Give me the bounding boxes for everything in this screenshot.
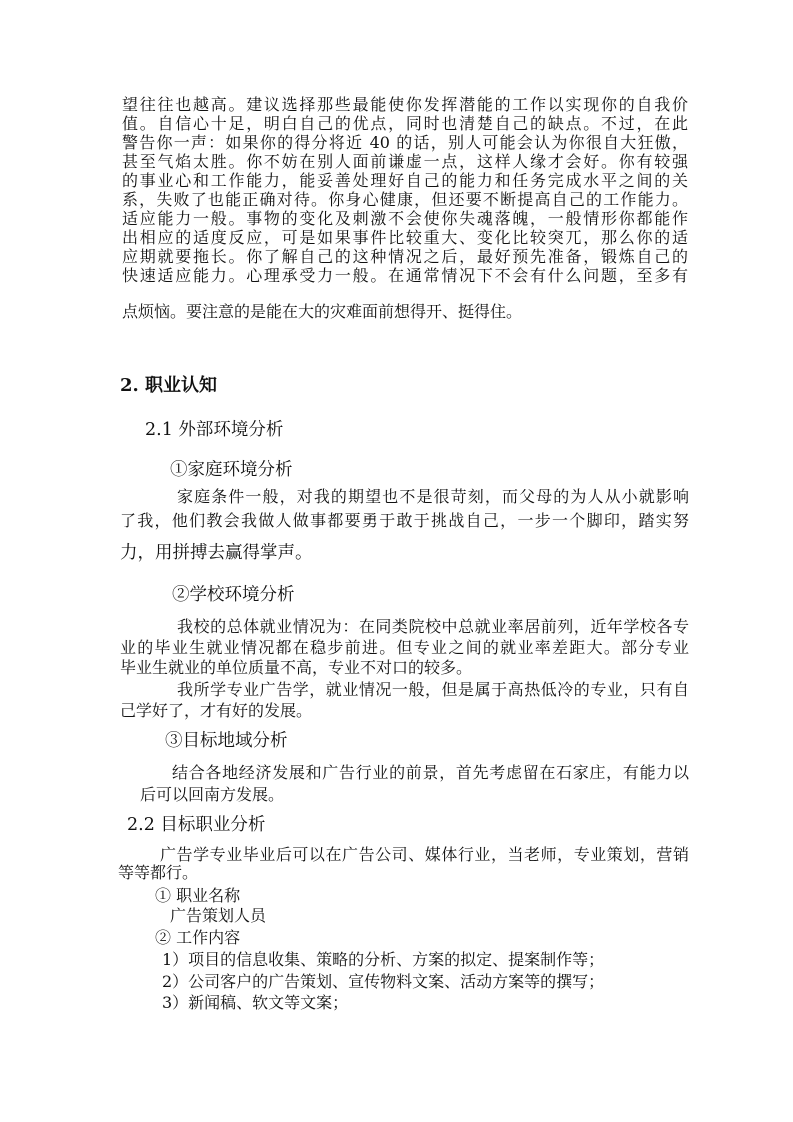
text-line: 系，失败了也能正确对待。你身心健康，但还要不断提高自己的工作能力。 bbox=[122, 190, 688, 209]
text-line: 应期就要拖长。你了解自己的这种情况之后，最好预先准备，锻炼自己的 bbox=[122, 247, 688, 266]
subsection-heading: 2.2 目标职业分析 bbox=[127, 815, 266, 835]
text-line: 快速适应能力。心理承受力一般。在通常情况下不会有什么问题，至多有 bbox=[122, 266, 688, 285]
text-line: 广告学专业毕业后可以在广告公司、媒体行业，当老师，专业策划，营销 bbox=[160, 845, 689, 864]
school-heading: ②学校环境分析 bbox=[172, 585, 295, 605]
text-line: 力，用拼搏去赢得掌声。 bbox=[120, 543, 313, 563]
text-line: 了我，他们教会我做人做事都要勇于敢于挑战自己，一步一个脚印，踏实努 bbox=[120, 511, 689, 530]
text-line: 点烦恼。要注意的是能在大的灾难面前想得开、挺得住。 bbox=[122, 302, 523, 321]
work-content-label: ② 工作内容 bbox=[155, 928, 241, 947]
text-line: 我所学专业广告学，就业情况一般，但是属于高热低冷的专业，只有自 bbox=[177, 680, 689, 699]
text-line: 毕业生就业的单位质量不高，专业不对口的较多。 bbox=[120, 658, 473, 677]
section-heading: 2. 职业认知 bbox=[120, 375, 218, 396]
text-line: 值。自信心十足，明白自己的优点，同时也清楚自己的缺点。不过，在此 bbox=[122, 114, 688, 133]
text-line: 适应能力一般。事物的变化及刺激不会使你失魂落魄，一般情形你都能作 bbox=[122, 209, 688, 228]
text-line: 后可以回南方发展。 bbox=[140, 785, 285, 804]
text-line: 等等都行。 bbox=[118, 863, 199, 882]
text-line: 家庭条件一般，对我的期望也不是很苛刻，而父母的为人从小就影响 bbox=[177, 487, 689, 506]
text-line: 我校的总体就业情况为：在同类院校中总就业率居前列，近年学校各专 bbox=[177, 617, 689, 636]
work-item: 3）新闻稿、软文等文案； bbox=[162, 993, 349, 1012]
text-line: 望往往也越高。建议选择那些最能使你发挥潜能的工作以实现你的自我价 bbox=[122, 95, 688, 114]
job-name-label: ① 职业名称 bbox=[155, 886, 241, 905]
text-line: 业的毕业生就业情况都在稳步前进。但专业之间的就业率差距大。部分专业 bbox=[120, 638, 689, 657]
region-heading: ③目标地域分析 bbox=[165, 731, 288, 751]
work-item: 2）公司客户的广告策划、宣传物料文案、活动方案等的撰写； bbox=[162, 972, 605, 991]
subsection-heading: 2.1 外部环境分析 bbox=[145, 420, 284, 440]
work-item: 1）项目的信息收集、策略的分析、方案的拟定、提案制作等； bbox=[162, 950, 605, 969]
text-line: 的事业心和工作能力，能妥善处理好自己的能力和任务完成水平之间的关 bbox=[122, 171, 688, 190]
text-line: 出相应的适度反应，可是如果事件比较重大、变化比较突兀，那么你的适 bbox=[122, 228, 688, 247]
text-line: 警告你一声：如果你的得分将近 40 的话，别人可能会认为你很自大狂傲， bbox=[122, 133, 688, 152]
text-line: 己学好了，才有好的发展。 bbox=[120, 701, 313, 720]
family-heading: ①家庭环境分析 bbox=[170, 460, 293, 480]
text-line: 结合各地经济发展和广告行业的前景，首先考虑留在石家庄，有能力以 bbox=[172, 763, 689, 782]
job-name: 广告策划人员 bbox=[170, 906, 267, 925]
text-line: 甚至气焰太胜。你不妨在别人面前谦虚一点，这样人缘才会好。你有较强 bbox=[122, 152, 688, 171]
